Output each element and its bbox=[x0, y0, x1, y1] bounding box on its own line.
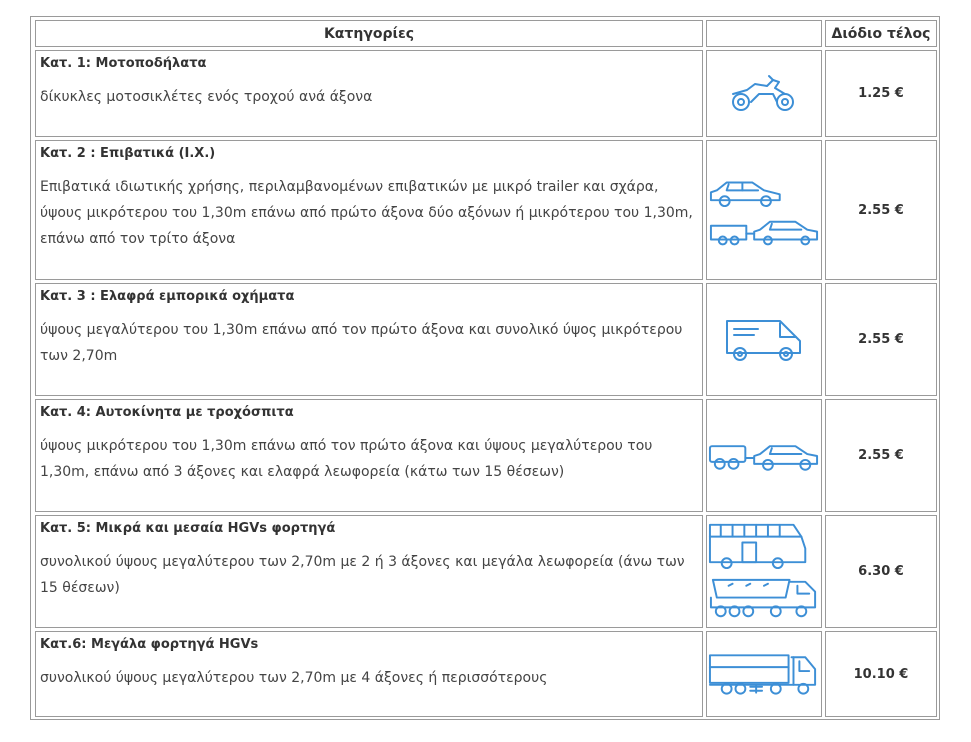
category-6-price: 10.10 € bbox=[825, 631, 937, 717]
category-title: Κατ. 3 : Ελαφρά εμπορικά οχήματα bbox=[40, 289, 295, 304]
category-5-cell bbox=[35, 515, 703, 628]
category-description: συνολικού ύψους μεγαλύτερου των 2,70m με 4 άξονες ή περισσότερους bbox=[40, 670, 548, 686]
category-6-cell bbox=[35, 631, 703, 717]
van-icon bbox=[724, 317, 804, 363]
category-5-icon-cell bbox=[706, 515, 822, 628]
category-4-icon-cell bbox=[706, 399, 822, 512]
header-categories: Κατηγορίες bbox=[35, 20, 703, 47]
car-with-caravan-icon bbox=[707, 438, 821, 474]
category-title: Κατ. 4: Αυτοκίνητα με τροχόσπιτα bbox=[40, 405, 294, 420]
large-truck-icon bbox=[707, 649, 821, 699]
category-4-cell bbox=[35, 399, 703, 512]
category-2-price: 2.55 € bbox=[825, 140, 937, 280]
toll-table bbox=[30, 16, 940, 720]
category-description: ύψους μεγαλύτερου του 1,30m επάνω από τον πρώτο άξονα και συνολικό ύψος μικρότερου των 2,70m bbox=[40, 322, 683, 364]
category-2-icon-cell bbox=[706, 140, 822, 280]
category-description: ύψους μικρότερου του 1,30m επάνω από τον πρώτο άξονα και ύψους μεγαλύτερου του 1,30m, επάνω από 3 άξονες και ελαφρά λεωφορεία (κάτω των 15 θέσεων) bbox=[40, 438, 653, 480]
bus-and-dump-truck-icon bbox=[707, 520, 821, 624]
category-1-price: 1.25 € bbox=[825, 50, 937, 137]
header-icon-column bbox=[706, 20, 822, 47]
category-description: συνολικού ύψους μεγαλύτερου των 2,70m με 2 ή 3 άξονες και μεγάλα λεωφορεία (άνω των 15 θέσεων) bbox=[40, 554, 685, 596]
category-5-price: 6.30 € bbox=[825, 515, 937, 628]
header-toll: Διόδιο τέλος bbox=[825, 20, 937, 47]
category-title: Κατ. 1: Μοτοποδήλατα bbox=[40, 56, 207, 71]
category-title: Κατ. 2 : Επιβατικά (Ι.Χ.) bbox=[40, 146, 216, 161]
category-1-cell bbox=[35, 50, 703, 137]
car-and-car-with-trailer-icon bbox=[707, 170, 821, 250]
category-title: Κατ. 5: Μικρά και μεσαία HGVs φορτηγά bbox=[40, 521, 336, 536]
category-4-price: 2.55 € bbox=[825, 399, 937, 512]
category-description: δίκυκλες μοτοσικλέτες ενός τροχού ανά άξονα bbox=[40, 89, 373, 105]
category-3-cell bbox=[35, 283, 703, 396]
category-2-cell bbox=[35, 140, 703, 280]
category-title: Κατ.6: Μεγάλα φορτηγά HGVs bbox=[40, 637, 259, 652]
category-1-icon-cell bbox=[706, 50, 822, 137]
category-description: Επιβατικά ιδιωτικής χρήσης, περιλαμβανομένων επιβατικών με μικρό trailer και σχάρα, ύψους μικρότερου του 1,30m επάνω από πρώτο άξονα δύο αξόνων ή μικρότερου του 1,30m, επάνω από τον τρίτο άξονα bbox=[40, 179, 693, 247]
category-3-icon-cell bbox=[706, 283, 822, 396]
category-3-price: 2.55 € bbox=[825, 283, 937, 396]
motorcycle-icon bbox=[729, 72, 799, 116]
category-6-icon-cell bbox=[706, 631, 822, 717]
